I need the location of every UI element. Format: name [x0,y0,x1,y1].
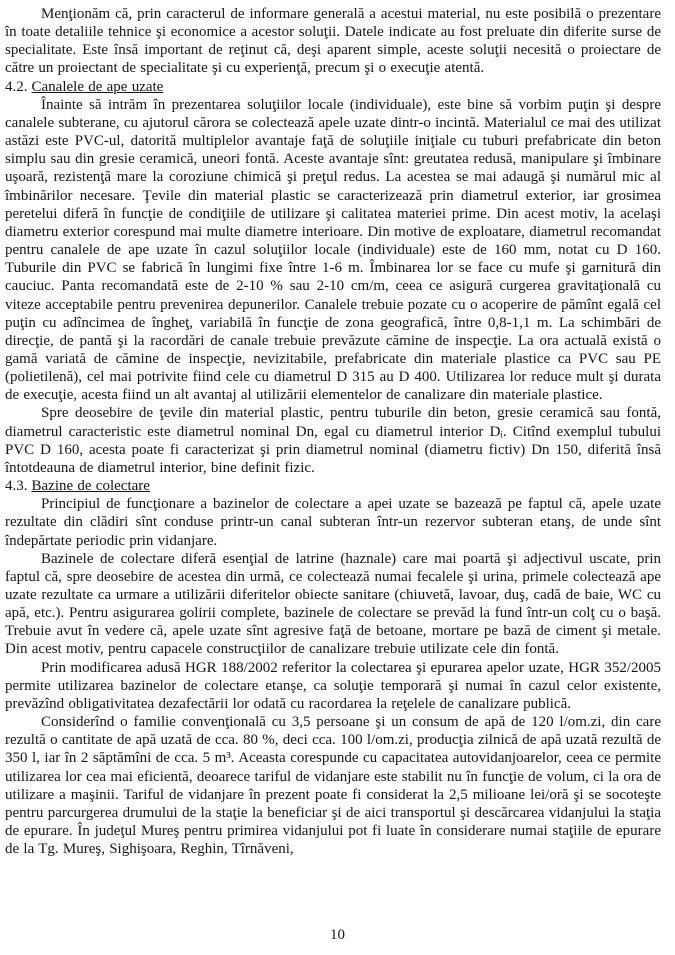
section-4-3-number: 4.3. [5,478,28,495]
paragraph-intro: Menţionăm că, prin caracterul de informare generală a acestui material, nu este posibilă o prezentare în toate detaliile tehnice şi economice a acestor soluţii. Datele indicate au fost preluate din diferite surse de specialitate. Este însă important de reţinut că, deşi aparent simple, aceste soluţii necesită o proiectare de către un proiectant de specialitate şi cu experienţă, precum şi o execuţie atentă. [5,6,661,77]
section-4-3-title: Bazine de colectare [31,478,150,495]
paragraph-nominal-diameter: Spre deosebire de ţevile din material plastic, pentru tuburile din beton, gresie ceramică sau fontă, diametrul caracteristic este diametrul nominal Dn, egal cu diametrul interior Dᵢ. Citînd exemplul tubului PVC D 160, acesta poate fi caracterizat şi prin diametrul nominal (diametru fictiv) Dn 150, diferită însă întotdeauna de diametrul interior, bine definit fizic. [5,405,661,476]
section-heading-4-2 [5,78,661,96]
paragraph-collection-principle: Principiul de funcţionare a bazinelor de colectare a apei uzate se bazează pe faptul că, apele uzate rezultate din clădiri sînt conduse printr-un canal subteran într-un rezervor subteran etanş, de unde sînt îndepărtate periodic prin vidanjare. [5,496,661,549]
section-4-2-title: Canalele de ape uzate [31,78,164,95]
section-4-2-number: 4.2. [5,78,28,95]
paragraph-collection-basins: Bazinele de colectare diferă esenţial de latrine (haznale) care mai poartă şi adjectivul uscate, prin faptul că, spre deosebire de acestea din urmă, ce colectează numai fecalele şi urina, primele colectează ape uzate rezultate ca urmare a utilizării diferitelor obiecte sanitare (chiuvetă, lavoar, duş, cadă de baie, WC cu apă, etc.). Pentru asigurarea golirii complete, bazinele de colectare se prevăd la fund într-un colţ cu o başă. Trebuie avut în vedere că, apele uzate sînt agresive faţă de betoane, mortare pe bază de ciment şi metale. Din acest motiv, pentru capacele construcţiilor de canalizare trebuie utilizate cele din fontă. [5,550,661,658]
section-heading-4-3 [5,477,661,495]
paragraph-family-consumption: Considerînd o familie convenţională cu 3,5 persoane şi un consum de apă de 120 l/om.zi, din care rezultă o cantitate de apă uzată de cca. 80 %, deci cca. 100 l/om.zi, producţia zilnică de apă uzată rezultă de 350 l, iar în 2 săptămîni de cca. 5 m³. Aceasta corespunde cu capacitatea autovidanjoarelor, ceea ce permite utilizarea lor cea mai eficientă, deoarece tariful de vidanjare este stabilit nu în funcţie de volum, ci la ora de utilizare a maşinii. Tariful de vidanjare în prezent poate fi considerat la 2,5 milioane lei/oră şi se socoteşte pentru parcurgerea drumului de la staţie la beneficiar şi de aici transportul şi descărcarea vidanjului la staţia de epurare. În judeţul Mureş pentru primirea vidanjului pot fi luate în considerare numai staţiile de epurare de la Tg. Mureş, Sighişoara, Reghin, Tîrnăveni, [5,714,661,858]
paragraph-hgr-regulation: Prin modificarea adusă HGR 188/2002 referitor la colectarea şi epurarea apelor uzate, HGR 352/2005 permite utilizarea bazinelor de colectare etanşe, ca soluţie temporară şi numai în cazul celor existente, prevăzînd obligativitatea dezafectării lor odată cu racordarea la reţelele de canalizare publică. [5,659,661,712]
page-number: 10 [330,926,345,943]
paragraph-sewage-channels: Înainte să intrăm în prezentarea soluţiilor locale (individuale), este bine să vorbim puţin şi despre canalele subterane, cu ajutorul cărora se colectează apele uzate dintr-o incintă. Materialul ce mai des utilizat astăzi este PVC-ul, datorită multiplelor avantaje faţă de soluţiile iniţiale cu tuburi prefabricate din beton simplu sau din gresie ceramică, uneori fontă. Aceste avantaje sînt: greutatea redusă, manipulare şi îmbinare uşoară, rezistenţă mare la coroziune chimică şi preţul redus. La acestea se mai adaugă şi numărul mic al îmbinărilor necesare. Ţevile din material plastic se caracterizează prin diametrul exterior, iar grosimea peretelui diferă în funcţie de condiţiile de utilizare şi calitatea materiei prime. Din acest motiv, la acelaşi diametru exterior corespund mai multe diametre interioare. Din motive de exploatare, diametrul recomandat pentru canalele de ape uzate în cazul soluţiilor locale (individuale) este de 160 mm, notat cu D 160. Tuburile din PVC se fabrică în lungimi fixe între 1-6 m. Îmbinarea lor se face cu mufe şi garnitură din cauciuc. Panta recomandată este de 2-10 % sau 2-10 cm/m, ceea ce asigură curgerea gravitaţională cu viteze acceptabile pentru prevenirea depunerilor. Canalele trebuie pozate cu o acoperire de pămînt egală cel puţin cu adîncimea de îngheţ, variabilă în funcţie de zona geografică, între 0,8-1,1 m. La schimbări de direcţie, de pantă şi la racordări de canale trebuie prevăzute cămine de inspecţie. La ora actuală există o gamă variată de cămine de inspecţie, nevizitabile, prefabricate din materiale plastice ca PVC sau PE (polietilenă), cel mai potrivite fiind cele cu diametrul D 315 au D 400. Utilizarea lor reduce mult şi durata de execuţie, acesta fiind un alt avantaj al utilizării elementelor de canalizare din materiale plastice. [5,96,661,404]
